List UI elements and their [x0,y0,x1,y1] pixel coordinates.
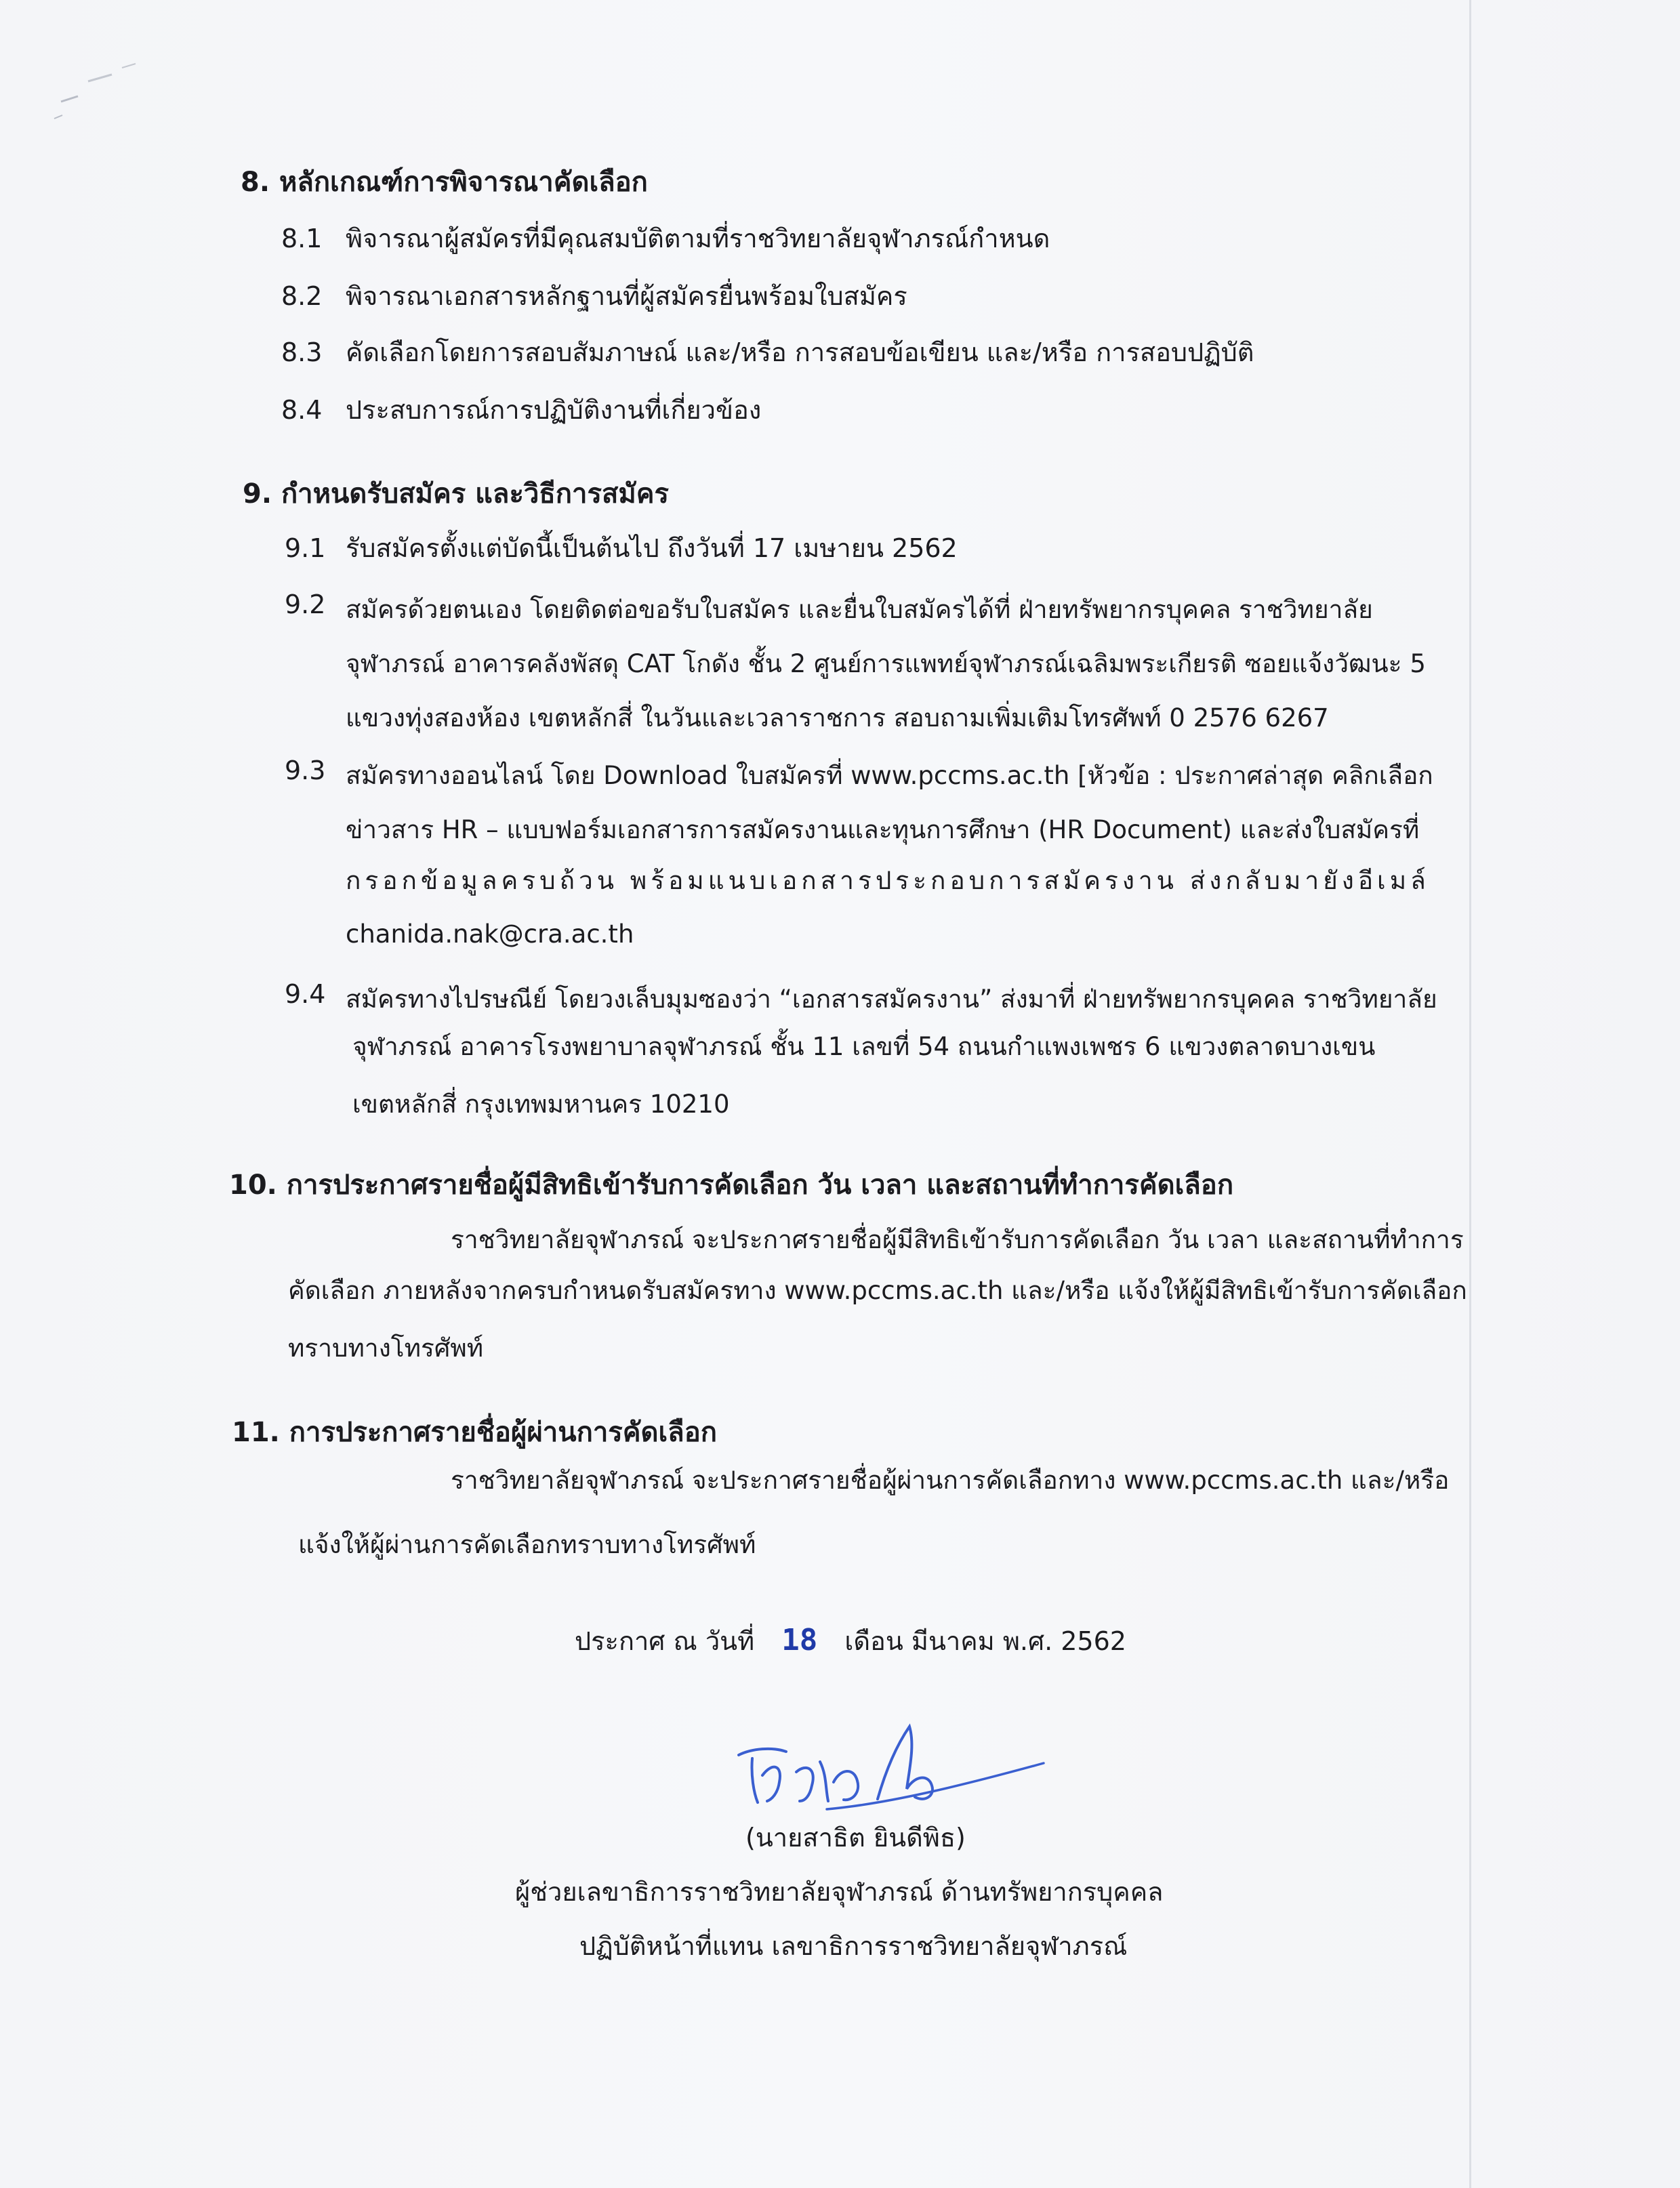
handwritten-day: 18 [781,1623,818,1657]
item-text: ประสบการณ์การปฏิบัติงานที่เกี่ยวข้อง [346,395,762,425]
section-9-item-3-number: 9.3 [285,756,326,785]
section-9-item-2-line-3: แขวงทุ่งสองห้อง เขตหลักสี่ ในวันและเวลาราชการ สอบถามเพิ่มเติมโทรศัพท์ 0 2576 6267 [346,703,1329,732]
section-9-item-3-line-1: สมัครทางออนไลน์ โดย Download ใบสมัครที่ www.pccms.ac.th [หัวข้อ : ประกาศล่าสุด คลิกเลือก [346,761,1433,790]
scan-fold-line [1469,0,1471,2188]
signatory-title-line-2: ปฏิบัติหน้าที่แทน เลขาธิการราชวิทยาลัยจุฬาภรณ์ [579,1931,1128,1961]
item-text: พิจารณาผู้สมัครที่มีคุณสมบัติตามที่ราชวิทยาลัยจุฬาภรณ์กำหนด [346,224,1050,253]
section-9-item-2-line-1: สมัครด้วยตนเอง โดยติดต่อขอรับใบสมัคร และยื่นใบสมัครได้ที่ ฝ่ายทรัพยากรบุคคล ราชวิทยาลัย [346,595,1373,624]
announcement-date [575,1623,1126,1659]
section-8-item-1 [281,224,1050,255]
section-11-line-1: ราชวิทยาลัยจุฬาภรณ์ จะประกาศรายชื่อผู้ผ่านการคัดเลือกทาง www.pccms.ac.th และ/หรือ [451,1466,1450,1495]
section-9-item-2-number: 9.2 [285,590,326,619]
item-number: 8.1 [281,224,323,253]
signatory-name: (นายสาธิต ยินดีพิธ) [745,1823,966,1853]
section-11-heading: 11. การประกาศรายชื่อผู้ผ่านการคัดเลือก [232,1417,717,1448]
announcement-prefix: ประกาศ ณ วันที่ [575,1626,755,1656]
section-9-item-1 [285,533,958,564]
signatory-title-line-1: ผู้ช่วยเลขาธิการราชวิทยาลัยจุฬาภรณ์ ด้านทรัพยากรบุคคล [515,1877,1164,1907]
section-8-item-4 [281,395,761,426]
announcement-suffix: เดือน มีนาคม พ.ศ. 2562 [844,1626,1126,1656]
section-9-item-4-number: 9.4 [285,979,326,1009]
item-text: รับสมัครตั้งแต่บัดนี้เป็นต้นไป ถึงวันที่ 17 เมษายน 2562 [346,533,958,563]
section-10-line-2: คัดเลือก ภายหลังจากครบกำหนดรับสมัครทาง www.pccms.ac.th และ/หรือ แจ้งให้ผู้มีสิทธิเข้ารับการคัดเลือก [288,1276,1467,1305]
item-text: พิจารณาเอกสารหลักฐานที่ผู้สมัครยื่นพร้อมใบสมัคร [346,281,907,311]
section-8-heading: 8. หลักเกณฑ์การพิจารณาคัดเลือก [241,167,648,198]
section-9-heading: 9. กำหนดรับสมัคร และวิธีการสมัคร [243,478,669,510]
section-9-item-3-line-2: ข่าวสาร HR – แบบฟอร์มเอกสารการสมัครงานและทุนการศึกษา (HR Document) และส่งใบสมัครที่ [346,815,1420,844]
section-11-line-2: แจ้งให้ผู้ผ่านการคัดเลือกทราบทางโทรศัพท์ [298,1530,756,1559]
handwritten-signature [732,1721,1057,1816]
item-number: 8.4 [281,395,323,425]
section-9-item-3-line-3: กรอกข้อมูลครบถ้วน พร้อมแนบเอกสารประกอบการสมัครงาน ส่งกลับมายังอีเมล์ [346,866,1430,895]
staple-marks-icon [47,54,156,129]
section-8-item-3 [281,337,1254,369]
section-10-heading: 10. การประกาศรายชื่อผู้มีสิทธิเข้ารับการคัดเลือก วัน เวลา และสถานที่ทำการคัดเลือก [229,1170,1234,1201]
item-number: 8.2 [281,281,323,311]
section-9-item-2-line-2: จุฬาภรณ์ อาคารคลังพัสดุ CAT โกดัง ชั้น 2 ศูนย์การแพทย์จุฬาภรณ์เฉลิมพระเกียรติ ซอยแจ้งวัฒนะ 5 [346,649,1426,678]
item-number: 8.3 [281,337,323,367]
item-text: คัดเลือกโดยการสอบสัมภาษณ์ และ/หรือ การสอบข้อเขียน และ/หรือ การสอบปฏิบัติ [346,337,1254,367]
section-9-item-4-line-1: สมัครทางไปรษณีย์ โดยวงเล็บมุมซองว่า “เอกสารสมัครงาน” ส่งมาที่ ฝ่ายทรัพยากรบุคคล ราชวิทยาลัย [346,985,1437,1014]
section-9-item-3-email: chanida.nak@cra.ac.th [346,920,634,949]
section-9-item-4-line-3: เขตหลักสี่ กรุงเทพมหานคร 10210 [352,1090,730,1119]
item-number: 9.1 [285,533,326,563]
section-10-line-1: ราชวิทยาลัยจุฬาภรณ์ จะประกาศรายชื่อผู้มีสิทธิเข้ารับการคัดเลือก วัน เวลา และสถานที่ทำการ [451,1225,1464,1254]
section-10-line-3: ทราบทางโทรศัพท์ [288,1334,484,1363]
section-8-item-2 [281,281,907,312]
section-9-item-4-line-2: จุฬาภรณ์ อาคารโรงพยาบาลจุฬาภรณ์ ชั้น 11 เลขที่ 54 ถนนกำแพงเพชร 6 แขวงตลาดบางเขน [352,1032,1376,1061]
